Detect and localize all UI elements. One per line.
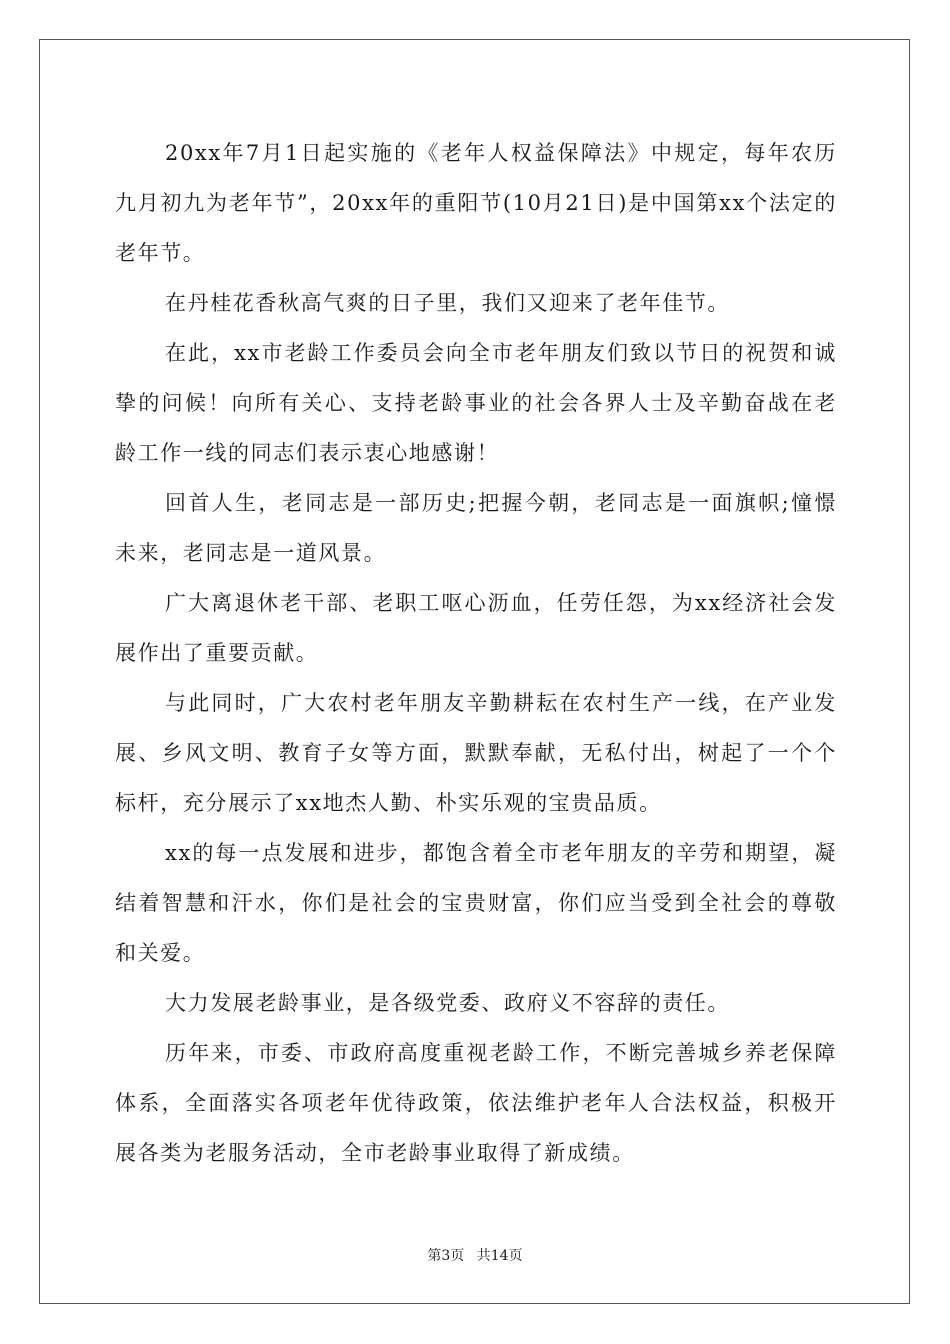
- paragraph-2: 在丹桂花香秋高气爽的日子里，我们又迎来了老年佳节。: [165, 291, 730, 315]
- total-page-count: 共14页: [476, 1248, 523, 1264]
- paragraph-5: 广大离退休老干部、老职工呕心沥血，任劳任怨，为xx经济社会发展作出了重要贡献。: [115, 591, 837, 665]
- paragraph-4: 回首人生，老同志是一部历史;把握今朝，老同志是一面旗帜;憧憬未来，老同志是一道风景。: [115, 491, 837, 565]
- paragraph-3: 在此，xx市老龄工作委员会向全市老年朋友们致以节日的祝贺和诚挚的问候！向所有关心、支持老龄事业的社会各界人士及辛勤奋战在老龄工作一线的同志们表示衷心地感谢！: [115, 341, 837, 465]
- paragraph-9: 历年来，市委、市政府高度重视老龄工作，不断完善城乡养老保障体系，全面落实各项老年优待政策，依法维护老年人合法权益，积极开展各类为老服务活动，全市老龄事业取得了新成绩。: [115, 1041, 837, 1165]
- paragraph-6: 与此同时，广大农村老年朋友辛勤耕耘在农村生产一线，在产业发展、乡风文明、教育子女等方面，默默奉献，无私付出，树起了一个个标杆，充分展示了xx地杰人勤、朴实乐观的宝贵品质。: [115, 691, 837, 815]
- paragraph-7: xx的每一点发展和进步，都饱含着全市老年朋友的辛劳和期望，凝结着智慧和汗水，你们是社会的宝贵财富，你们应当受到全社会的尊敬和关爱。: [115, 841, 837, 965]
- page-footer: [0, 1245, 950, 1265]
- document-body: [115, 128, 837, 1178]
- paragraph-8: 大力发展老龄事业，是各级党委、政府义不容辞的责任。: [165, 991, 730, 1015]
- paragraph-1: 20xx年7月1日起实施的《老年人权益保障法》中规定，每年农历九月初九为老年节”，20xx年的重阳节(10月21日)是中国第xx个法定的老年节。: [115, 141, 837, 265]
- current-page-number: 第3页: [427, 1248, 465, 1264]
